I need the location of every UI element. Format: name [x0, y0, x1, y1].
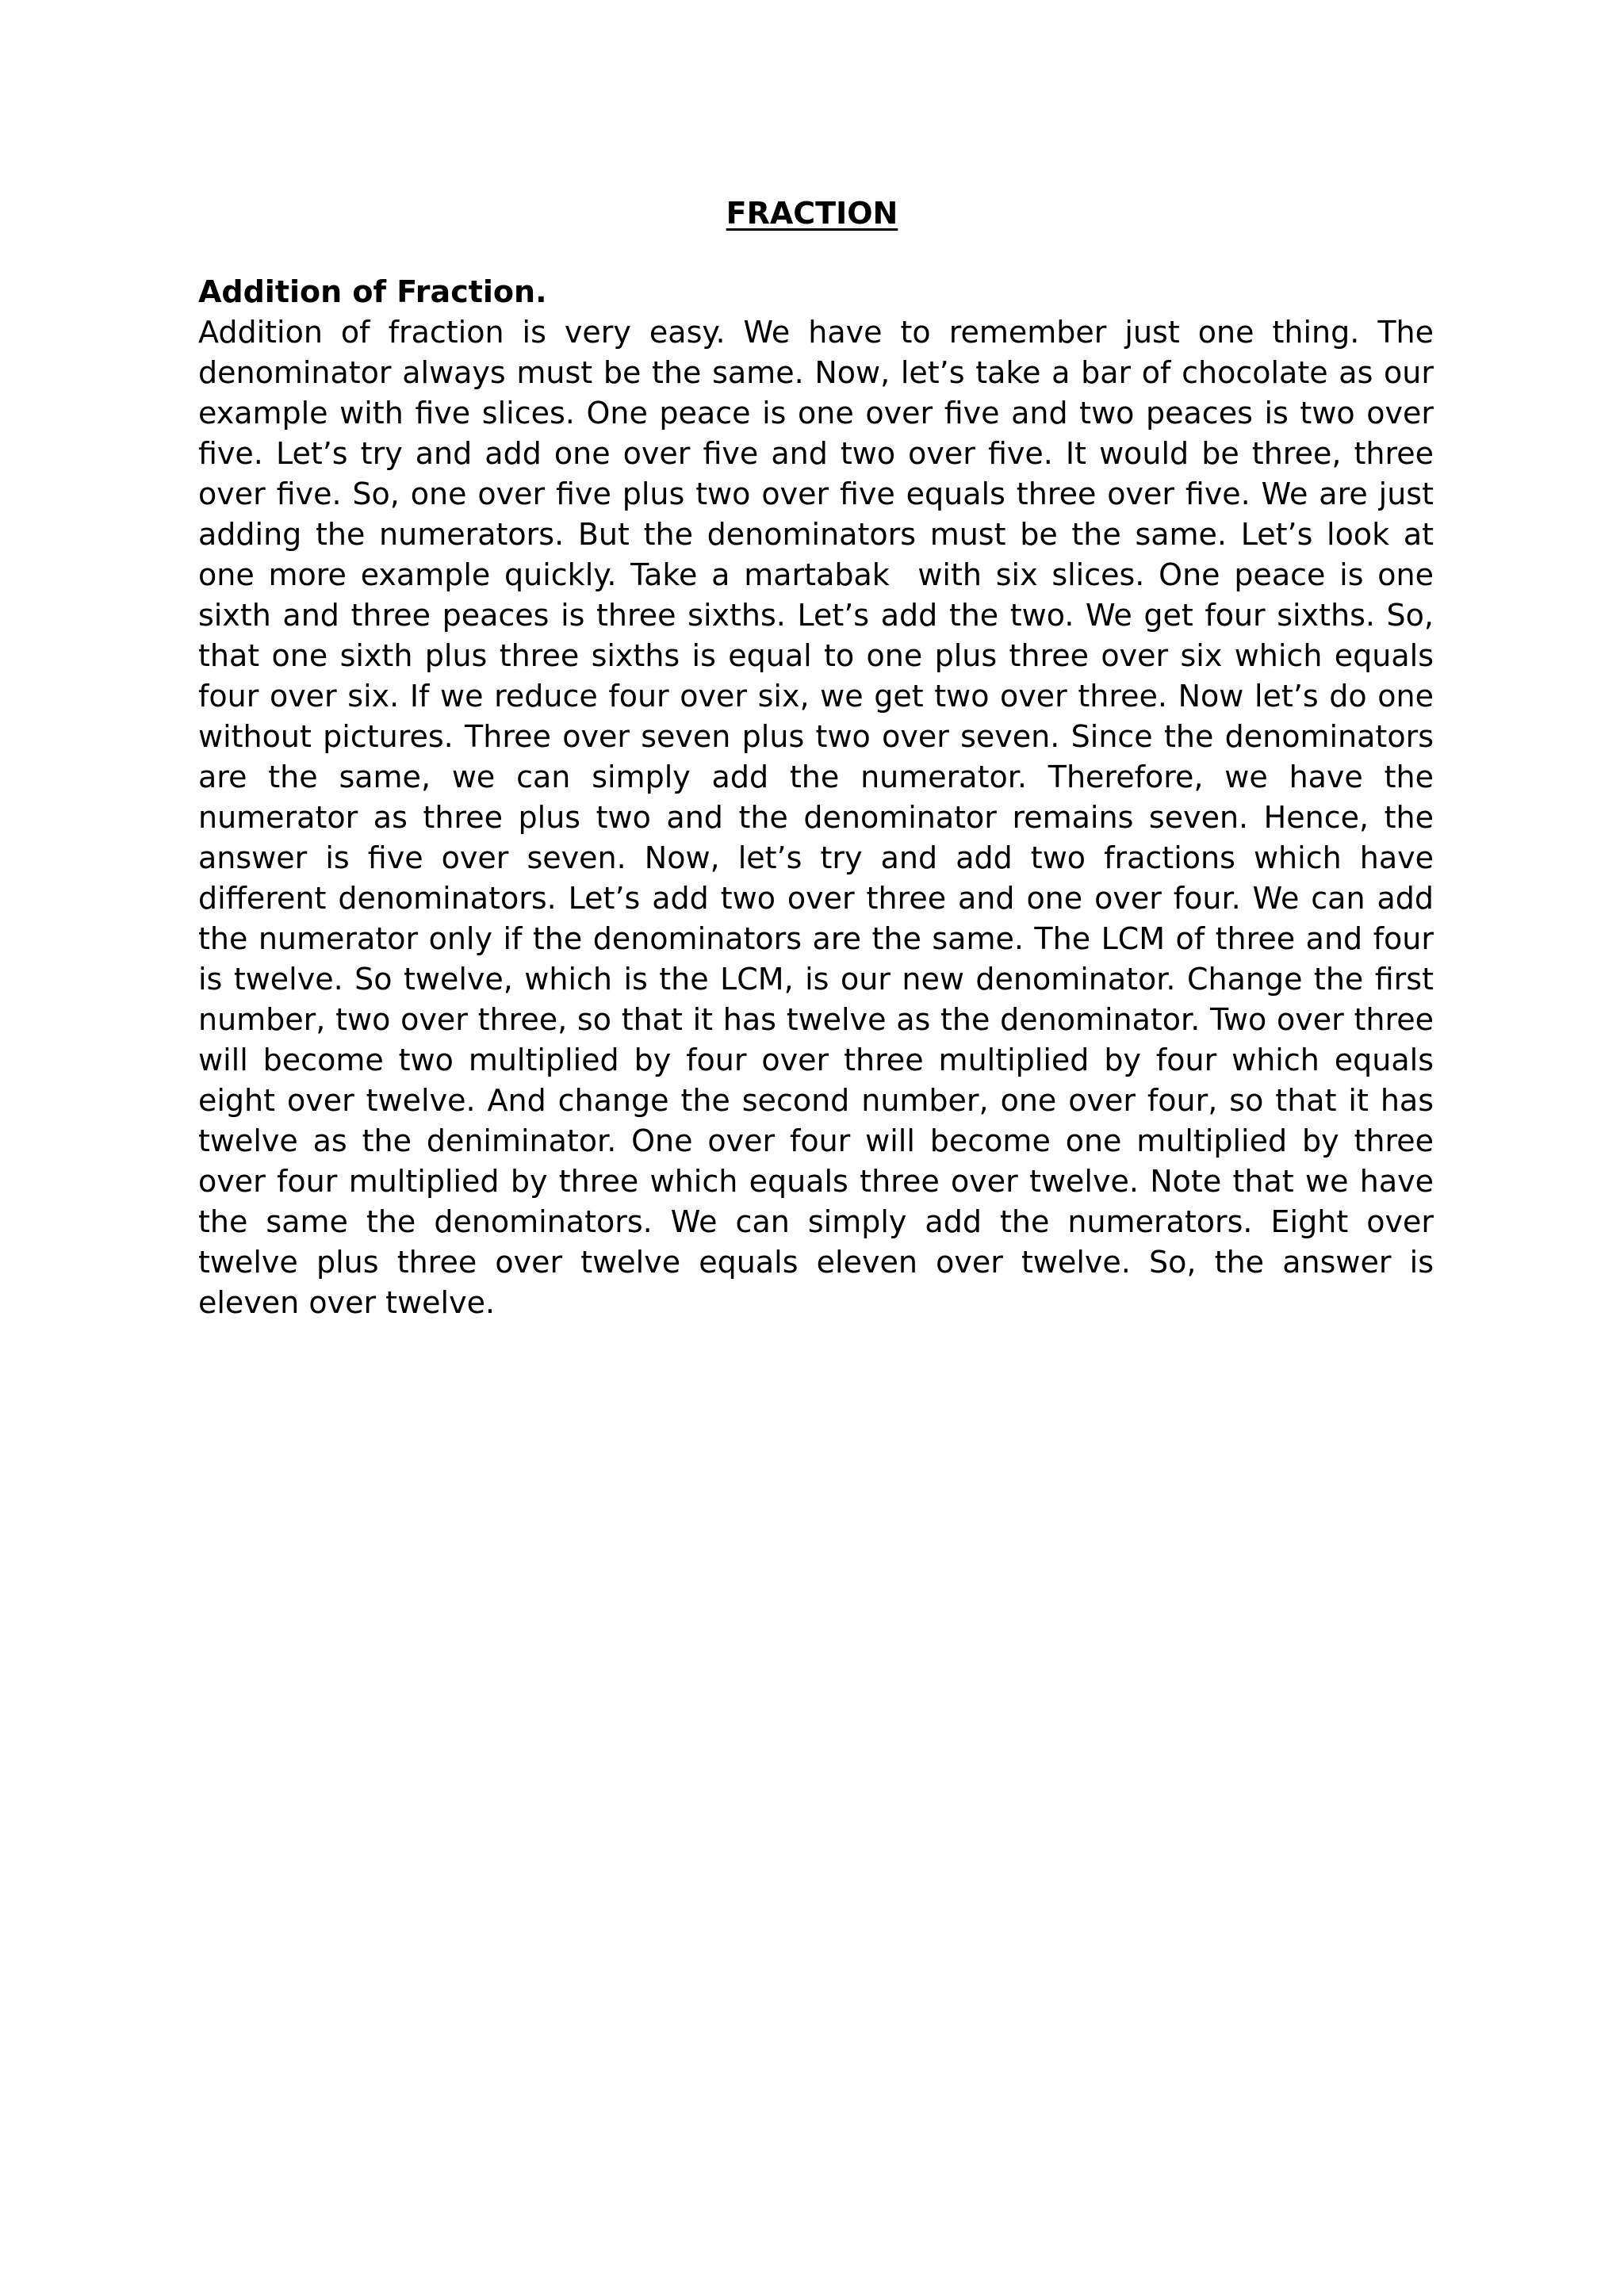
section-paragraph: Addition of fraction is very easy. We have to remember just one thing. The denominator always must be the same. Now, let’s take a bar of chocolate as our example with five slices. One peace is one over five and two peaces is two over five. Let’s try and add one over five and two over five. It would be three, three over five. So, one over five plus two over five equals three over five. We are just adding the numerators. But the denominators must be the same. Let’s look at one more example quickly. Take a martabak with six slices. One peace is one sixth and three peaces is three sixths. Let’s add the two. We get four sixths. So, that one sixth plus three sixths is equal to one plus three over six which equals four over six. If we reduce four over six, we get two over three. Now let’s do one without pictures. Three over seven plus two over seven. Since the denominators are the same, we can simply add the numerator. Therefore, we have the numerator as three plus two and the denominator remains seven. Hence, the answer is five over seven. Now, let’s try and add two fractions which have different denominators. Let’s add two over three and one over four. We can add the numerator only if the denominators are the same. The LCM of three and four is twelve. So twelve, which is the LCM, is our new denominator. Change the first number, two over three, so that it has twelve as the denominator. Two over three will become two multiplied by four over three multiplied by four which equals eight over twelve. And change the second number, one over four, so that it has twelve as the deniminator. One over four will become one multiplied by three over four multiplied by three which equals three over twelve. Note that we have the same the denominators. We can simply add the numerators. Eight over twelve plus three over twelve equals eleven over twelve. So, the answer is eleven over twelve. — [198, 315, 1454, 1320]
document-title: FRACTION — [726, 196, 898, 231]
document-body — [198, 272, 1454, 1323]
section-heading: Addition of Fraction. — [198, 274, 547, 309]
